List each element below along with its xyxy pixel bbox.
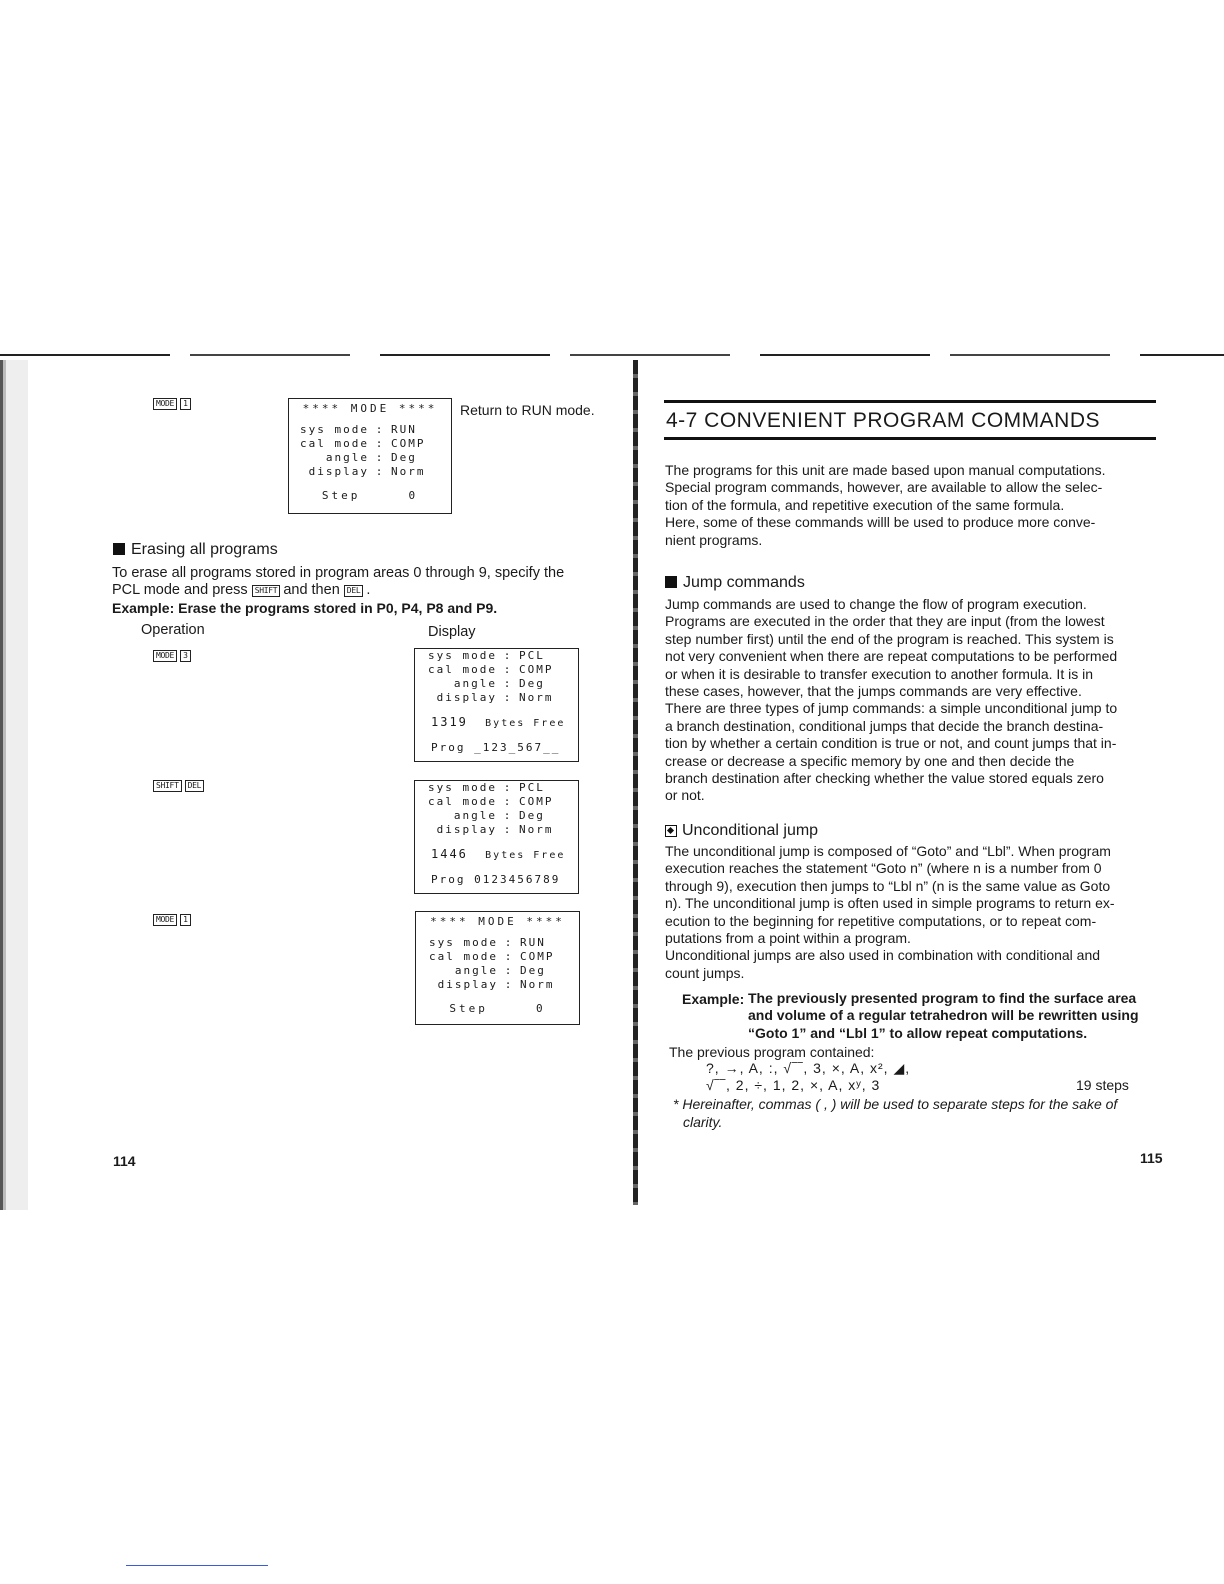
lcd-row: cal mode : COMP: [429, 950, 555, 963]
lcd-row: cal mode : COMP: [428, 663, 554, 676]
footnote: * Hereinafter, commas ( , ) will be used to separate steps for the sake of clarity.: [673, 1096, 1118, 1130]
lcd-row: sys mode : PCL: [428, 781, 545, 794]
op3-keys: [153, 914, 194, 926]
lcd-row: sys mode : RUN: [300, 423, 417, 436]
lcd-row: angle : Deg: [325, 451, 417, 464]
lcd-prog-line: Prog _123_567__: [431, 741, 561, 754]
lcd-row: sys mode : PCL: [428, 649, 545, 662]
title-rule-top: [664, 400, 1156, 403]
page-title: 4-7 CONVENIENT PROGRAM COMMANDS: [666, 409, 1100, 432]
shift-key: SHIFT: [252, 585, 281, 597]
square-bullet-icon: [665, 576, 677, 588]
mode-key: MODE: [153, 398, 177, 410]
lcd-bytes-free: 1319 Bytes Free: [431, 715, 566, 729]
previous-program-label: The previous program contained:: [669, 1044, 875, 1060]
page-number-right: 115: [1140, 1150, 1163, 1166]
scan-top-rule: [0, 354, 1224, 356]
mode-key: MODE: [153, 914, 177, 926]
operation-column-label: Operation: [141, 622, 205, 638]
lcd-display-mode-1: [288, 398, 452, 514]
op2-keys: [153, 780, 207, 792]
diamond-bullet-icon: [665, 825, 677, 837]
lcd-prog-line: Prog 0123456789: [431, 873, 561, 886]
lcd-row: angle : Deg: [454, 964, 546, 977]
unconditional-heading: Unconditional jump: [665, 822, 818, 840]
example-text: The previously presented program to find the surface area and volume of a regular tetrahedron will be rewritten using “Goto 1” and “Lbl 1” to allow repeat computations.: [748, 990, 1139, 1041]
lcd-step: Step 0: [321, 489, 419, 502]
lcd-row: cal mode : COMP: [300, 437, 426, 450]
mode-1-keys: [153, 398, 194, 410]
del-key: DEL: [344, 585, 364, 597]
lcd-row: angle : Deg: [453, 677, 545, 690]
title-rule-bottom: [664, 437, 1156, 440]
lcd-display-op3: [415, 911, 580, 1025]
erase-body: To erase all programs stored in program areas 0 through 9, specify the PCL mode and press SHIFT and then DEL .: [112, 565, 565, 599]
book-spine: [633, 360, 638, 1205]
lcd-row: display : Norm: [437, 978, 555, 991]
lcd-step: Step 0: [449, 1002, 546, 1015]
step-count: 19 steps: [1076, 1077, 1129, 1093]
erase-heading: Erasing all programs: [113, 541, 278, 559]
lcd-row: display : Norm: [308, 465, 426, 478]
lcd-display-op1: [414, 648, 579, 762]
return-note: Return to RUN mode.: [460, 402, 595, 418]
display-column-label: Display: [428, 624, 476, 640]
jump-heading: Jump commands: [665, 574, 805, 592]
example-label: Example:: [682, 991, 745, 1007]
shift-key: SHIFT: [153, 780, 182, 792]
jump-paragraph: Jump commands are used to change the flow of program execution. Programs are executed in the order that they are input (from the lowest step number first) until the end of the program is reached. This system is not very convenient when there are repeat computations to be performed or when it is desirable to transfer execution to another formula. It is in these cases, however, that the jumps commands are very effective. There are three types of jump commands: a simple unconditional jump to a branch destination, conditional jumps that decide the branch destina- tion by whether a certain condition is true or not, and count jumps that in- crease or decrease a specific memory by one and then decide the branch destination after checking whether the value stored equals zero or not.: [665, 596, 1118, 804]
unconditional-paragraph: The unconditional jump is composed of “Goto” and “Lbl”. When program execution reaches the statement “Goto n” (where n is a number from 0 through 9), execution then jumps to “Lbl n” (n is the same value as Goto n). The unconditional jump is often used in simple programs to return ex- ecution to the beginning for repetitive computations, or to repeat com- putations from a point within a program. Unconditional jumps are also used in combination with conditional and count jumps.: [665, 843, 1115, 981]
page-number-left: 114: [113, 1153, 136, 1169]
one-key: 1: [180, 914, 191, 926]
del-key: DEL: [185, 780, 205, 792]
one-key: 1: [180, 398, 191, 410]
program-line-1: ?, →, A, :, √‾‾, 3, ×, A, x², ◢,: [706, 1060, 911, 1076]
lcd-bytes-free: 1446 Bytes Free: [431, 847, 566, 861]
scan-left-edge: [0, 360, 28, 1210]
lcd-row: cal mode : COMP: [428, 795, 554, 808]
op1-keys: [153, 650, 194, 662]
three-key: 3: [180, 650, 191, 662]
lcd-row: sys mode : RUN: [429, 936, 546, 949]
mode-key: MODE: [153, 650, 177, 662]
scan-bottom-line: [126, 1565, 268, 1566]
intro-paragraph: The programs for this unit are made based upon manual computations. Special program commands, however, are available to allow the selec- tion of the formula, and repetitive execution of the same formula. Here, some of these commands willl be used to produce more conve- nient programs.: [665, 462, 1106, 548]
lcd-header: **** MODE ****: [302, 402, 438, 415]
lcd-header: **** MODE ****: [430, 915, 565, 928]
square-bullet-icon: [113, 543, 125, 555]
program-line-2: √‾‾, 2, ÷, 1, 2, ×, A, xʸ, 3: [706, 1077, 881, 1093]
erase-example: Example: Erase the programs stored in P0, P4, P8 and P9.: [112, 600, 498, 616]
lcd-row: angle : Deg: [453, 809, 545, 822]
lcd-display-op2: [414, 780, 579, 894]
lcd-row: display : Norm: [436, 691, 554, 704]
lcd-row: display : Norm: [436, 823, 554, 836]
